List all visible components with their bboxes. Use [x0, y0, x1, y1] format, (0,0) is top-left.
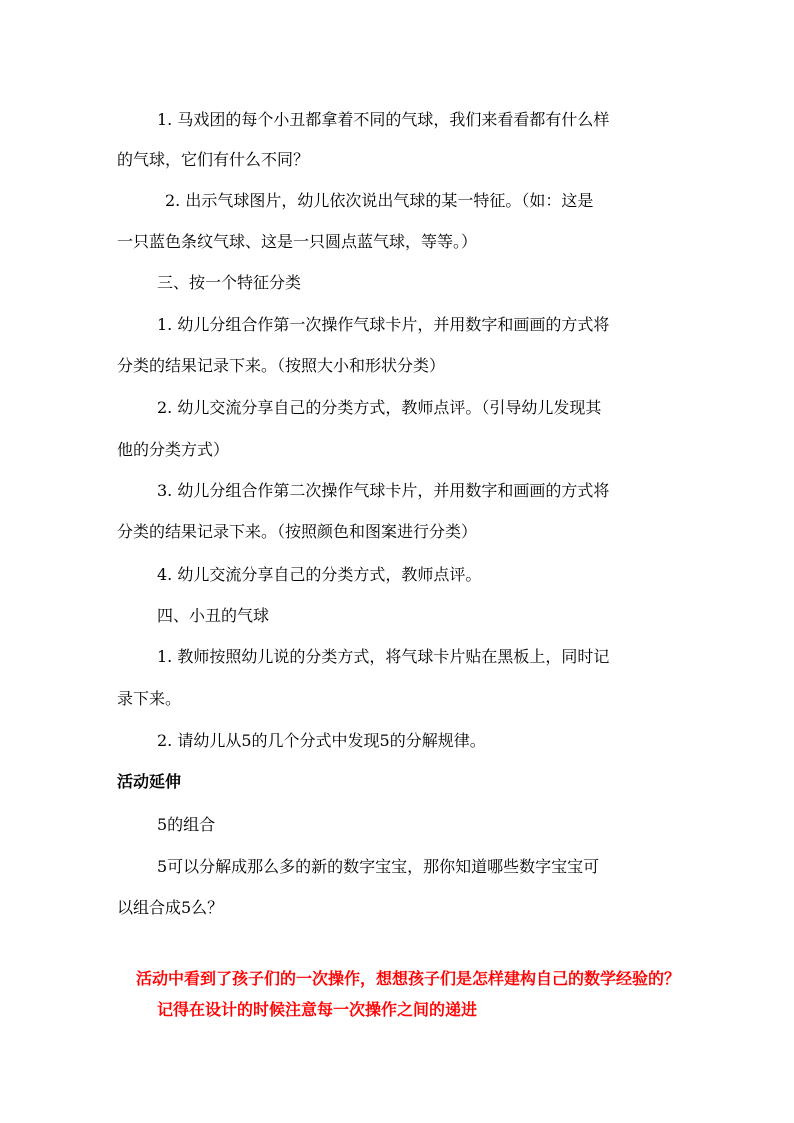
teacher-note-line: 记得在设计的时候注意每一次操作之间的递进 [157, 1000, 478, 1019]
teacher-note-line: 活动中看到了孩子们的一次操作，想想孩子们是怎样建构自己的数学经验的？ [136, 969, 681, 988]
paragraph-line: 分类的结果记录下来。（按照大小和形状分类） [117, 356, 446, 375]
paragraph-line: 5的组合 [157, 815, 216, 834]
paragraph-line: 4. 幼儿交流分享自己的分类方式，教师点评。 [157, 565, 482, 584]
paragraph-line: 他的分类方式） [117, 440, 230, 459]
paragraph-line: 以组合成5么？ [117, 898, 224, 917]
paragraph-line: 5可以分解成那么多的新的数字宝宝，那你知道哪些数字宝宝可 [157, 857, 600, 876]
section-heading: 四、小丑的气球 [157, 606, 270, 625]
paragraph-line: 的气球，它们有什么不同？ [117, 150, 310, 169]
paragraph-line: 2. 请幼儿从5的几个分式中发现5的分解规律。 [157, 731, 486, 750]
paragraph-line: 录下来。 [117, 689, 182, 708]
paragraph-line: 1. 马戏团的每个小丑都拿着不同的气球，我们来看看都有什么样 [157, 110, 610, 129]
paragraph-line: 1. 幼儿分组合作第一次操作气球卡片，并用数字和画画的方式将 [157, 315, 610, 334]
paragraph-line: 1. 教师按照幼儿说的分类方式，将气球卡片贴在黑板上，同时记 [157, 647, 610, 666]
paragraph-line: 一只蓝色条纹气球、这是一只圆点蓝气球，等等。） [117, 232, 478, 251]
paragraph-line: 分类的结果记录下来。（按照颜色和图案进行分类） [117, 522, 478, 541]
section-heading: 三、按一个特征分类 [157, 273, 302, 292]
paragraph-line: 2. 出示气球图片，幼儿依次说出气球的某一特征。（如：这是 [165, 191, 594, 210]
paragraph-line: 2. 幼儿交流分享自己的分类方式，教师点评。（引导幼儿发现其 [157, 398, 602, 417]
paragraph-line: 3. 幼儿分组合作第二次操作气球卡片，并用数字和画画的方式将 [157, 481, 610, 500]
activity-extension-heading: 活动延伸 [117, 772, 182, 791]
